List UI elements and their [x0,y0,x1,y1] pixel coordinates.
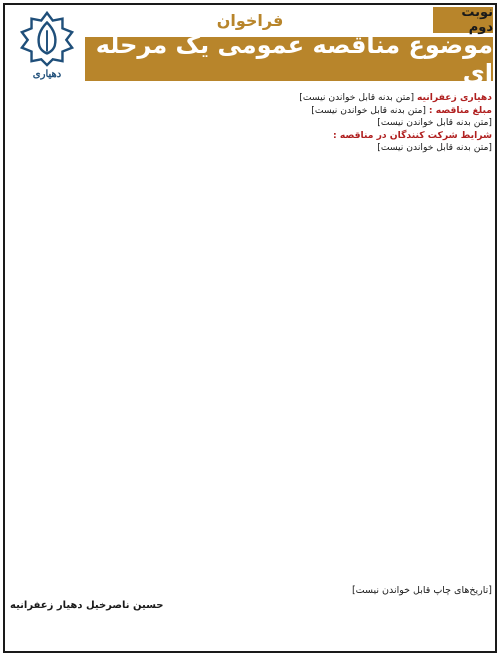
announce-label: فراخوان [216,11,284,30]
duration-paragraph: [متن بدنه قابل خواندن نیست] [377,117,492,128]
conditions-lead: شرایط شرکت کنندگان در مناقصه : [333,129,492,141]
intro-text: [متن بدنه قابل خواندن نیست] [299,92,415,103]
notice-title: موضوع مناقصه عمومی یک مرحله ای [95,31,493,87]
title-band [85,31,493,87]
intro-lead: دهیاری زعفرانیه [416,92,492,103]
notice-body [10,92,492,594]
logo-caption: دهیاری [32,69,62,80]
conditions-paragraph [10,130,492,155]
round-badge: نوبت دوم [433,7,493,33]
signature: حسین ناصرخیل دهیار زعفرانیه [10,600,164,611]
intro-paragraph [10,92,492,105]
notice-header [5,5,495,87]
amount-text: [متن بدنه قابل خواندن نیست] [311,104,426,116]
conditions-text: [متن بدنه قابل خواندن نیست] [377,142,492,153]
amount-lead: مبلغ مناقصه : [428,104,492,116]
publish-dates: [تاریخ‌های چاپ قابل خواندن نیست] [351,585,492,596]
amount-paragraph [10,105,492,118]
